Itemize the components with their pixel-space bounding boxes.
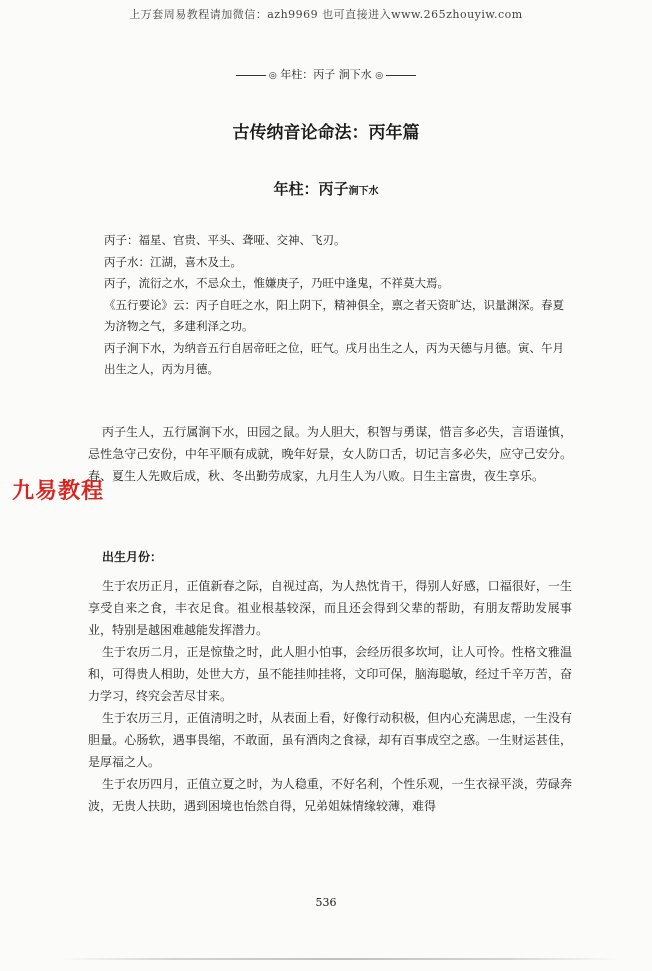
watermark-logo: 九易教程	[12, 479, 105, 504]
intro-paragraph: 丙子生人，五行属涧下水，田园之鼠。为人胆大，积智与勇谋，惜言多必失，言语谨慎，忌性急守己安份，中年平顺有成就，晚年好景，女人防口舌，切记言多必失，应守己安分。春、夏生人先败后成，秋、冬出勤劳成家，九月生人为八败。日生主富贵，夜生享乐。	[88, 425, 572, 483]
intro-paragraph-block	[88, 421, 572, 487]
month-paragraph: 生于农历四月，正值立夏之时，为人稳重，不好名利，个性乐观，一生衣禄平淡，劳碌奔波，无贵人扶助，遇到困境也怡然自得，兄弟姐妹情缘较薄，难得	[88, 777, 572, 813]
top-banner: 上万套周易教程请加微信：azh9969 也可直接进入www.265zhouyiw.com	[129, 8, 523, 21]
months-block	[88, 575, 572, 817]
month-paragraph: 生于农历正月，正值新春之际，自视过高，为人热忱肯干，得别人好感，口福很好，一生享受自来之食，丰衣足食。祖业根基较深，而且还会得到父辈的帮助，有朋友帮助发展事业，特别是越困难越能发挥潜力。	[88, 579, 572, 637]
right-ornament-icon: ◎	[375, 71, 384, 81]
running-head	[0, 66, 652, 82]
chapter-title: 古传纳音论命法：丙年篇	[232, 123, 420, 143]
classic-line: 丙子涧下水，为纳音五行自居帝旺之位，旺气。戌月出生之人，丙为天德与月德。寅、午月出生之人，丙为月德。	[104, 340, 564, 376]
month-paragraph: 生于农历二月，正是惊蛰之时，此人胆小怕事，会经历很多坎坷，让人可怜。性格文雅温和，可得贵人相助，处世大方，虽不能挂帅挂将，文印可保，脑海聪敏，经过千辛万苦，奋力学习，终究会苦尽甘来。	[88, 645, 572, 703]
classic-line: 丙子水：江湖，喜木及土。	[104, 254, 242, 269]
month-paragraph: 生于农历三月，正值清明之时，从表面上看，好像行动积极，但内心充满思虑，一生没有胆量。心肠软，遇事畏缩，不敢面，虽有酒肉之食禄，却有百事成空之惑。一生财运甚佳，是厚福之人。	[88, 711, 572, 769]
left-rule	[236, 75, 266, 76]
scan-artifact	[60, 958, 620, 960]
section-title-main: 年柱：丙子	[273, 180, 349, 198]
left-ornament-icon: ◎	[268, 71, 277, 81]
section-title-sub: 涧下水	[348, 186, 379, 197]
classic-line: 丙子，流衍之水，不忌众土，惟嫌庚子，乃旺中逢鬼，不祥莫大焉。	[104, 276, 449, 290]
months-heading: 出生月份：	[102, 550, 163, 564]
page-number: 536	[315, 896, 337, 909]
classic-line: 《五行要论》云：丙子自旺之水，阳上阴下，精神俱全，禀之者天资旷达，识量渊深。春夏为济物之气，多建利泽之功。	[104, 297, 564, 333]
classic-text-block	[104, 230, 574, 381]
running-head-text: 年柱：丙子 涧下水	[280, 68, 372, 81]
classic-line: 丙子：福星、官贵、平头、聋哑、交神、飞刃。	[104, 233, 346, 247]
section-title	[0, 178, 652, 199]
right-rule	[386, 75, 416, 76]
